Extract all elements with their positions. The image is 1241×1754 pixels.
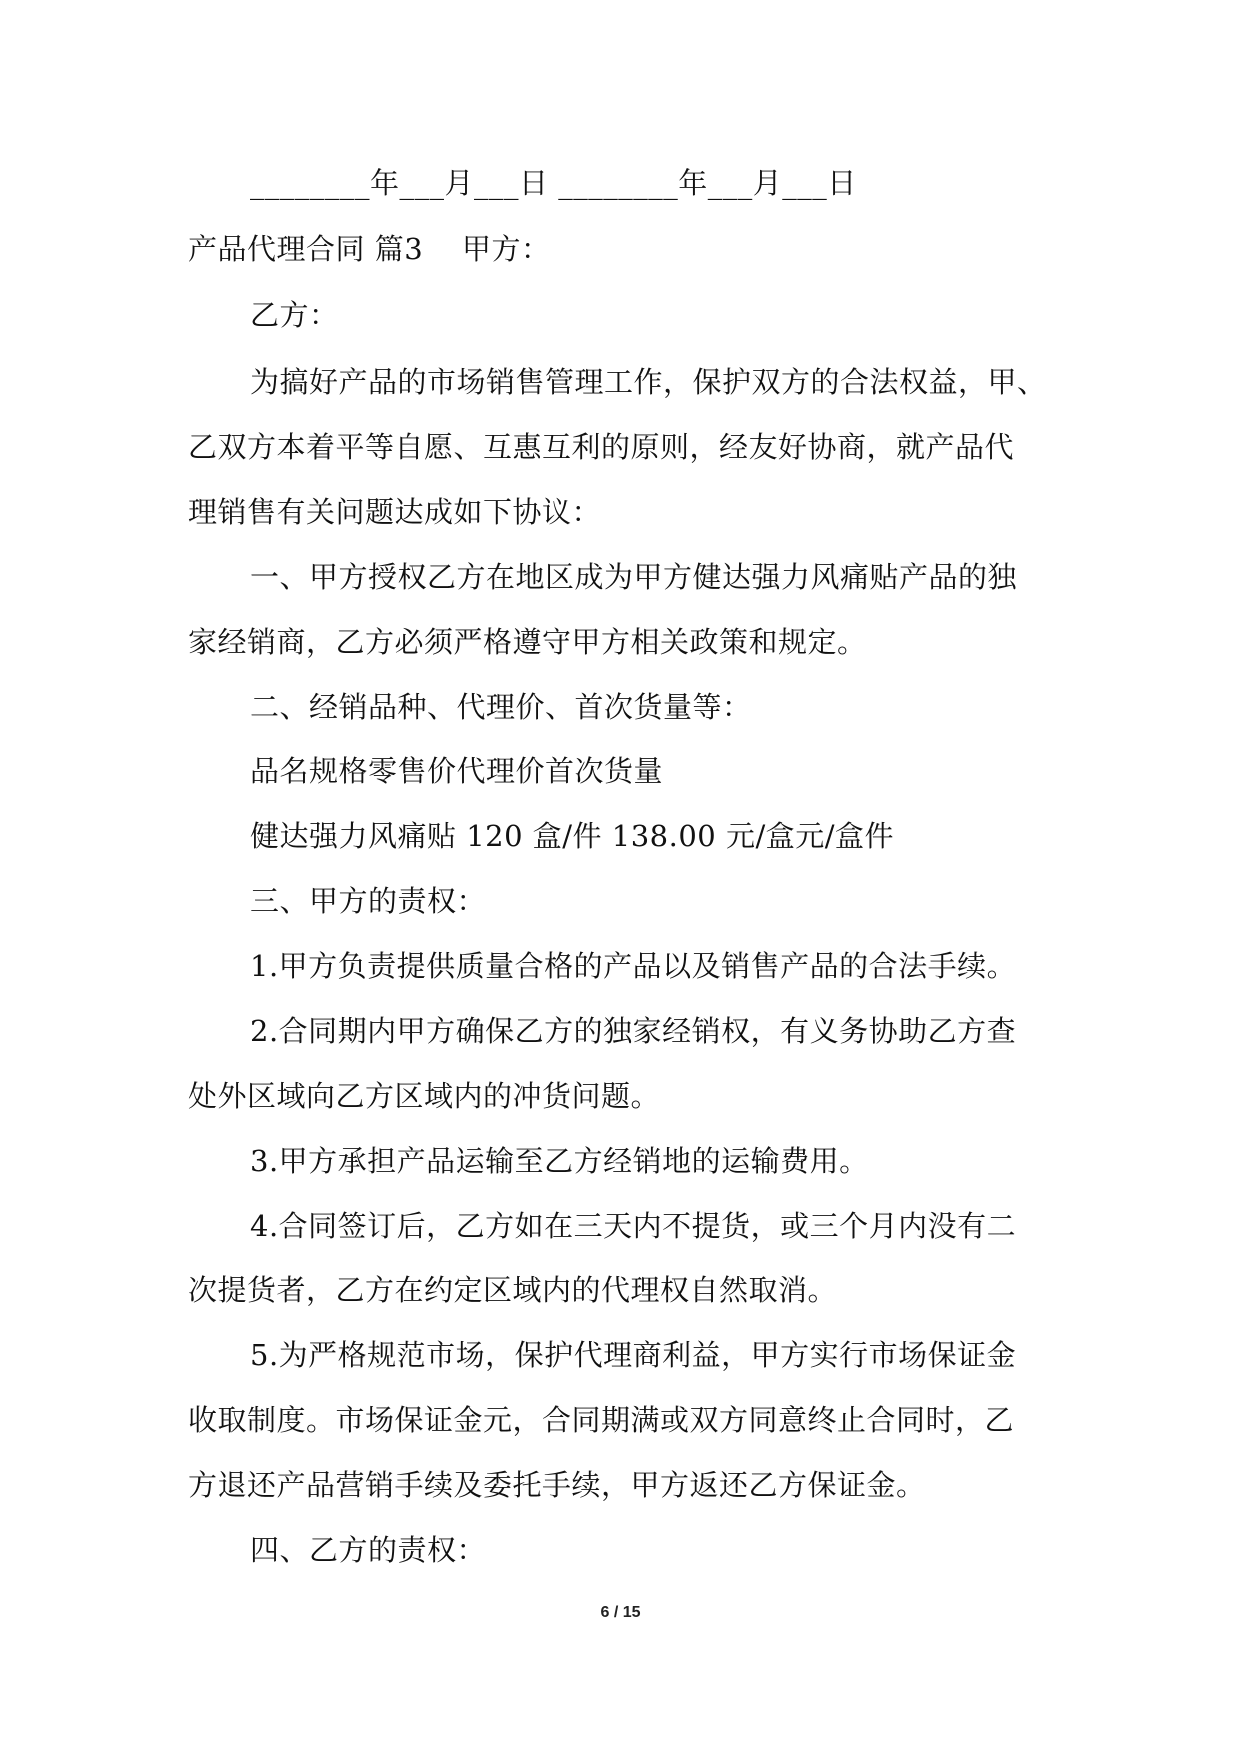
paragraph-line: 处外区域向乙方区域内的冲货问题。 xyxy=(188,1079,661,1113)
party-b-line: 乙方： xyxy=(250,298,339,332)
paragraph-line: 收取制度。市场保证金元，合同期满或双方同意终止合同时，乙 xyxy=(188,1403,1015,1437)
paragraph-line: 乙双方本着平等自愿、互惠互利的原则，经友好协商，就产品代 xyxy=(188,430,1015,464)
paragraph-line: 1.甲方负责提供质量合格的产品以及销售产品的合法手续。 xyxy=(250,949,1017,983)
paragraph-line: 三、甲方的责权： xyxy=(250,884,487,918)
paragraph-line: 一、甲方授权乙方在地区成为甲方健达强力风痛贴产品的独 xyxy=(250,560,1018,594)
signature-date-line: ________年___月___日 ________年___月___日 xyxy=(250,166,857,200)
paragraph-line: 健达强力风痛贴 120 盒/件 138.00 元/盒元/盒件 xyxy=(250,819,895,853)
paragraph-line: 2.合同期内甲方确保乙方的独家经销权，有义务协助乙方查 xyxy=(250,1014,1017,1048)
paragraph-line: 5.为严格规范市场，保护代理商利益，甲方实行市场保证金 xyxy=(250,1338,1017,1372)
paragraph-line: 理销售有关问题达成如下协议： xyxy=(188,495,602,529)
paragraph-line: 家经销商，乙方必须严格遵守甲方相关政策和规定。 xyxy=(188,625,867,659)
paragraph-line: 3.甲方承担产品运输至乙方经销地的运输费用。 xyxy=(250,1144,869,1178)
paragraph-line: 二、经销品种、代理价、首次货量等： xyxy=(250,690,752,724)
paragraph-line: 方退还产品营销手续及委托手续，甲方返还乙方保证金。 xyxy=(188,1468,926,1502)
paragraph-line: 4.合同签订后，乙方如在三天内不提货，或三个月内没有二 xyxy=(250,1209,1017,1243)
paragraph-line: 为搞好产品的市场销售管理工作，保护双方的合法权益，甲、 xyxy=(250,365,1047,399)
page-number: 6 / 15 xyxy=(600,1604,641,1621)
section-heading-line: 产品代理合同 篇3 甲方： xyxy=(188,232,551,266)
paragraph-line: 四、乙方的责权： xyxy=(250,1533,487,1567)
paragraph-line: 次提货者，乙方在约定区域内的代理权自然取消。 xyxy=(188,1273,838,1307)
paragraph-line: 品名规格零售价代理价首次货量 xyxy=(250,754,664,788)
